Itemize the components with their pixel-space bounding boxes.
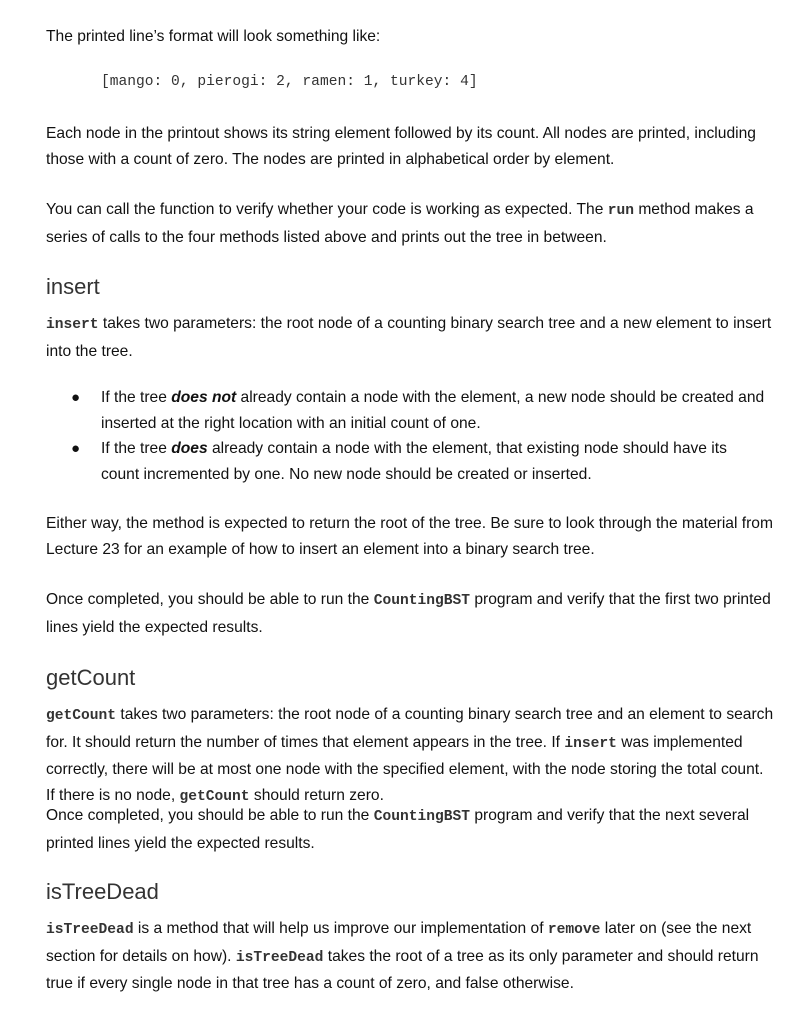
insert-heading: insert (46, 274, 100, 299)
insert-code: insert (46, 317, 99, 333)
run-code: run (607, 203, 634, 219)
either-way-text: Either way, the method is expected to return the root of the tree. Be sure to look through the material from Lecture 23 for an example of how to insert an element into a binary search tree. (46, 515, 773, 558)
run-description (46, 197, 776, 250)
insert-bullet-list (46, 385, 766, 487)
getcount-once-text: Once completed, you should be able to run the CountingBST program and verify that the next several printed lines yield the expected results. (46, 807, 750, 852)
insert-once-text: Once completed, you should be able to run the CountingBST program and verify that the first two printed lines yield the expected results. (46, 591, 771, 636)
list-item: ● If the tree does already contain a node with the element, that existing node should have its count incremented by one. No new node should be created or inserted. (46, 436, 766, 487)
format-intro-text: The printed line’s format will look something like: (46, 28, 381, 45)
countingbst-code: CountingBST (373, 809, 471, 825)
nodes-description: Each node in the printout shows its string element followed by its count. All nodes are printed, including those with a count of zero. The nodes are printed in alphabetical order by element. (46, 125, 756, 168)
example-output-code: [mango: 0, pierogi: 2, ramen: 1, turkey: 4] (101, 74, 478, 90)
bullet-icon: ● (71, 389, 81, 406)
run-text-b: method makes a series of calls to the four methods listed above and prints out the tree in between. (46, 201, 754, 246)
run-text-a: You can call the function to verify whether your code is working as expected. The (46, 201, 608, 218)
list-item: ● If the tree does not already contain a node with the element, a new node should be created and inserted at the right location with an initial count of one. (46, 385, 766, 436)
bullet-icon: ● (71, 440, 81, 457)
getcount-heading: getCount (46, 665, 136, 690)
countingbst-code: CountingBST (373, 593, 471, 609)
insert-description (46, 311, 776, 364)
istreedead-description: isTreeDead is a method that will help us improve our implementation of remove later on (see the next section for details on how). isTreeDead takes the root of a tree as its only parameter and should return true if every single node in that tree has a count of zero, and false otherwise. (46, 920, 759, 992)
istreedead-heading: isTreeDead (46, 879, 159, 904)
getcount-description: getCount takes two parameters: the root node of a counting binary search tree and an element to search for. It should return the number of times that element appears in the tree. If insert was implemented correctly, there will be at most one node with the specified element, with the node storing the total count. If there is no node, getCount should return zero. (46, 706, 774, 805)
insert-text: takes two parameters: the root node of a counting binary search tree and a new element to insert into the tree. (46, 315, 772, 360)
